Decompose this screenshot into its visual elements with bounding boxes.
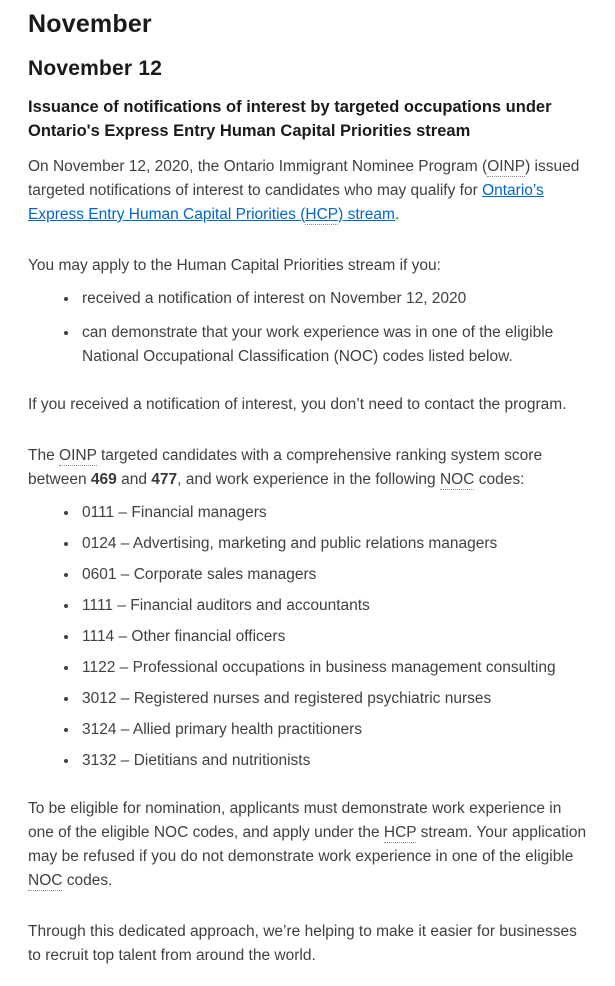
abbr-hcp: HCP xyxy=(305,205,339,223)
crs-text-5: codes: xyxy=(474,470,525,488)
crs-text-3: and xyxy=(116,470,152,488)
crs-score-high: 477 xyxy=(151,470,178,488)
eligibility-text-2: stream. Your application may be refused if you do not demonstrate work experience in one of the eligible xyxy=(28,824,587,866)
crs-paragraph xyxy=(28,444,588,492)
intro-text-3: . xyxy=(394,205,400,223)
article-title: Issuance of notifications of interest by targeted occupations under Ontario's Express Entry Human Capital Priorities stream xyxy=(28,97,552,140)
abbr-oinp: OINP xyxy=(59,446,97,464)
intro-paragraph xyxy=(28,155,588,227)
list-item: • received a notification of interest on November 12, 2020 xyxy=(79,287,588,311)
abbr-hcp: HCP xyxy=(383,824,417,842)
intro-text-2: ) issued targeted notifications of interest to candidates who may qualify for xyxy=(28,157,580,199)
date-heading: November 12 xyxy=(28,56,163,80)
list-item: • 1111 – Financial auditors and accountants xyxy=(79,594,588,618)
eligibility-text-1: To be eligible for nomination, applicants must demonstrate work experience in one of the eligible NOC codes, and apply under the xyxy=(28,800,562,842)
crs-text-2: targeted candidates with a comprehensive ranking system score between xyxy=(28,446,543,488)
abbr-oinp: OINP xyxy=(487,157,526,175)
apply-lead: You may apply to the Human Capital Priorities stream if you: xyxy=(28,256,441,274)
no-contact-paragraph: If you received a notification of interest, you don’t need to contact the program. xyxy=(28,395,567,413)
apply-conditions-list xyxy=(28,287,588,369)
list-item: • can demonstrate that your work experience was in one of the eligible National Occupational Classification (NOC) codes listed below. xyxy=(79,321,588,369)
list-item: • 3012 – Registered nurses and registered psychiatric nurses xyxy=(79,687,588,711)
list-item: • 1122 – Professional occupations in business management consulting xyxy=(79,656,588,680)
list-item: • 0124 – Advertising, marketing and public relations managers xyxy=(79,532,588,556)
month-heading: November xyxy=(28,10,152,38)
list-item: • 0111 – Financial managers xyxy=(79,501,588,525)
crs-text-4: , and work experience in the following xyxy=(177,470,440,488)
intro-text-1: On November 12, 2020, the Ontario Immigrant Nominee Program ( xyxy=(28,157,488,175)
list-item: • 3124 – Allied primary health practitioners xyxy=(79,718,588,742)
crs-score-low: 469 xyxy=(90,470,117,488)
abbr-noc: NOC xyxy=(439,470,475,488)
closing-paragraph: Through this dedicated approach, we’re helping to make it easier for businesses to recruit top talent from around the world. xyxy=(28,923,577,965)
list-item: • 0601 – Corporate sales managers xyxy=(79,563,588,587)
eligibility-text-3: codes. xyxy=(62,872,113,890)
hcp-link-text-2: ) stream xyxy=(338,205,395,223)
noc-codes-list xyxy=(28,501,588,773)
list-item: • 1114 – Other financial officers xyxy=(79,625,588,649)
eligibility-paragraph xyxy=(28,797,588,893)
hcp-link-text-1: Ontario’s Express Entry Human Capital Priorities ( xyxy=(28,181,544,223)
list-item: • 3132 – Dietitians and nutritionists xyxy=(79,749,588,773)
abbr-noc: NOC xyxy=(28,872,63,890)
crs-text-1: The xyxy=(28,446,60,464)
